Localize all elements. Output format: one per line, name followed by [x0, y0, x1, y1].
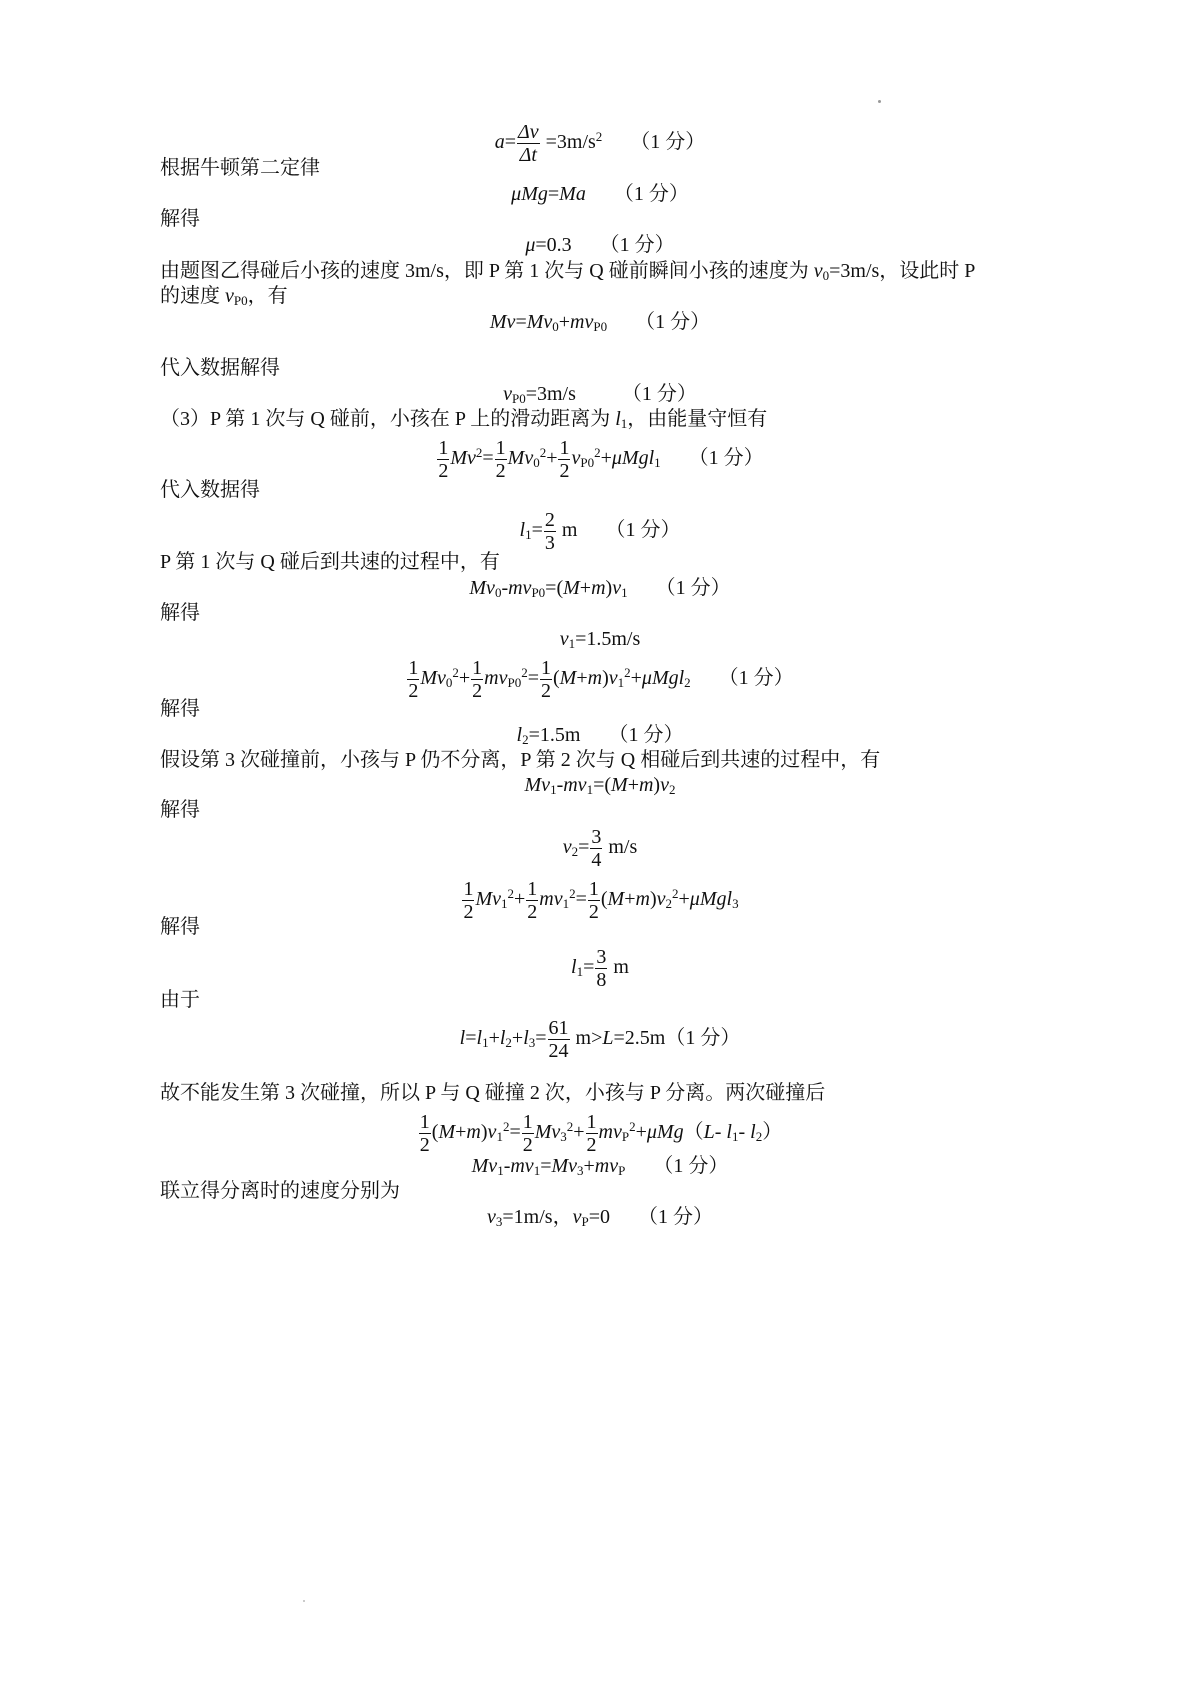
paragraph-line: 由题图乙得碰后小孩的速度 3m/s，即 P 第 1 次与 Q 碰前瞬间小孩的速度为 $v_0=3m/s$，设此时 P: [160, 260, 976, 283]
equation-sum: $l=l_1+l_2+l_3=$ $\frac{61}{24}$ m>L=2.5m（1 分）: [459, 1017, 741, 1062]
fraction-61-24: $\frac{61}{24}$: [548, 1017, 569, 1062]
text-combine: 联立得分离时的速度分别为: [160, 1180, 400, 1202]
equation-final: $v_3=1m/s$，$v_P=0$ （1 分）: [487, 1206, 713, 1229]
fraction-half: $\frac{1}{2}$: [540, 657, 551, 702]
fraction-two-thirds: $\frac{2}{3}$: [544, 509, 555, 554]
fraction-half: $\frac{1}{2}$: [522, 1111, 533, 1156]
text-because: 由于: [160, 989, 200, 1011]
text-conclusion: 故不能发生第 3 次碰撞，所以 P 与 Q 碰撞 2 次，小孩与 P 分离。两次碰撞后: [160, 1082, 826, 1104]
fraction-half: $\frac{1}{2}$: [438, 437, 449, 482]
fraction-half: $\frac{1}{2}$: [472, 657, 483, 702]
equation-energy-2: $\frac{1}{2}$ $Mv_0^2+$ $\frac{1}{2}$ $mv_{P0}^2=$ $\frac{1}{2}$ $(M+m)v_1^2+\mu Mgl_2$ （1 分）: [408, 657, 794, 702]
equation-momentum-2: $Mv_1-mv_1=(M+m)v_2$: [524, 774, 676, 797]
text-newton: 根据牛顿第二定律: [160, 157, 320, 179]
equation-energy-4: $\frac{1}{2}$ $(M+m)v_1^2=$ $\frac{1}{2}$ $Mv_3^2+$ $\frac{1}{2}$ $mv_P^2+\mu Mg(L-$ $l_1-$ $l_2$）: [419, 1111, 783, 1156]
fraction-half: $\frac{1}{2}$: [419, 1111, 430, 1156]
equation-momentum-1: $Mv_0-mv_{P0}=(M+m)v_1$ （1 分）: [469, 577, 731, 600]
fraction-half: $\frac{1}{2}$: [586, 1111, 597, 1156]
fraction-half: $\frac{1}{2}$: [559, 437, 570, 482]
fraction-half: $\frac{1}{2}$: [408, 657, 419, 702]
equation-v1: $v_1=1.5m/s$: [559, 628, 641, 651]
equation-vp0: $v_{P0}=3m/s$ （1 分）: [503, 383, 697, 406]
paragraph-part-3: （3）P 第 1 次与 Q 碰前，小孩在 P 上的滑动距离为 $l_1$，由能量守恒有: [160, 408, 768, 431]
text-solve-4: 解得: [160, 799, 200, 821]
text-solve-3: 解得: [160, 698, 200, 720]
fraction-half: $\frac{1}{2}$: [495, 437, 506, 482]
equation-energy-3: $\frac{1}{2}$ $Mv_1^2+$ $\frac{1}{2}$ $mv_1^2=$ $\frac{1}{2}$ $(M+m)v_2^2+\mu Mgl_3$: [463, 878, 739, 923]
equation-mu: μ=0.3 （1 分）: [525, 234, 675, 256]
equation-l1: $l_1=$ $\frac{2}{3}$ m （1 分）: [519, 509, 681, 554]
scan-speck: [878, 100, 881, 103]
paragraph-line: 的速度 $v_{P0}$，有: [160, 285, 288, 308]
fraction-three-eighths: $\frac{3}{8}$: [596, 946, 607, 991]
fraction-half: $\frac{1}{2}$: [527, 878, 538, 923]
text-after-1: P 第 1 次与 Q 碰后到共速的过程中，有: [160, 551, 500, 573]
text-assume: 假设第 3 次碰撞前，小孩与 P 仍不分离，P 第 2 次与 Q 相碰后到共速的过程中，有: [160, 749, 881, 771]
equation-momentum-3: $Mv_1-mv_1=Mv_3+mv_P$ （1 分）: [471, 1155, 729, 1178]
equation-momentum-0: $Mv=Mv_0+mv_{P0}$ （1 分）: [489, 311, 711, 334]
equation-energy-1: $\frac{1}{2}$ $Mv^2=$ $\frac{1}{2}$ $Mv_0^2+$ $\frac{1}{2}$ $v_{P0}^2+\mu Mgl_1$ （1 分）: [438, 437, 764, 482]
fraction-three-quarters: $\frac{3}{4}$: [591, 826, 602, 871]
text-solve-5: 解得: [160, 916, 200, 938]
text-substitute-2: 代入数据得: [160, 479, 260, 501]
fraction-dv-dt: $\frac{\Delta v}{\Delta t}$: [517, 121, 539, 166]
equation-l2: $l_2=1.5m$ （1 分）: [516, 724, 684, 747]
equation-l3: $l_1=$ $\frac{3}{8}$ m: [571, 946, 629, 991]
text-substitute-1: 代入数据解得: [160, 357, 280, 379]
equation-newton: μMg=Ma （1 分）: [511, 183, 689, 205]
fraction-half: $\frac{1}{2}$: [588, 878, 599, 923]
text-solve-1: 解得: [160, 208, 200, 230]
equation-v2: $v_2=$ $\frac{3}{4}$ m/s: [562, 826, 638, 871]
scan-speck: [303, 1600, 305, 1602]
equation-acceleration: a= $\frac{\Delta v}{\Delta t}$ $=3m/s^2$ （1 分）: [494, 121, 706, 166]
fraction-half: $\frac{1}{2}$: [463, 878, 474, 923]
text-solve-2: 解得: [160, 602, 200, 624]
